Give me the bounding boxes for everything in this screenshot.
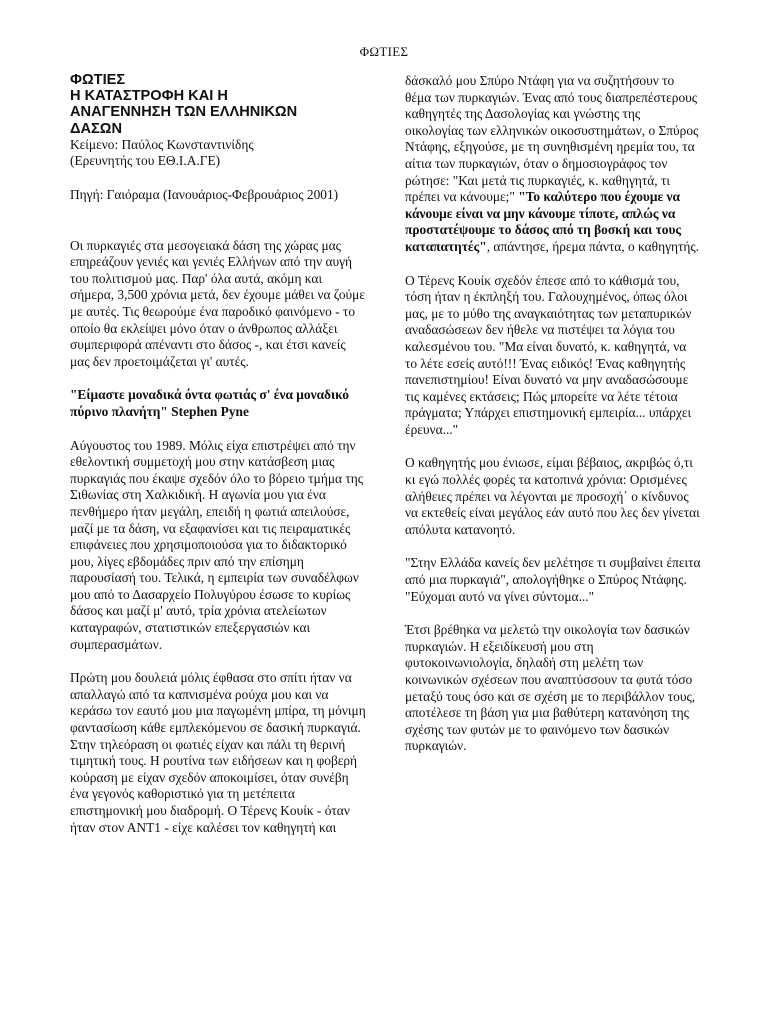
article-title — [70, 72, 366, 137]
source-line: Πηγή: Γαιόραμα (Ιανουάριος-Φεβρουάριος 2001) — [70, 187, 339, 202]
body-paragraph: Αύγουστος του 1989. Μόλις είχα επιστρέψει από την εθελοντική συμμετοχή μου στην κατάσβεση μιας πυρκαγιάς που έκαψε σχεδόν όλο το βόρειο τμήμα της Σιθωνίας στη Χαλκιδική. Η αγωνία μου για ένα πενθήμερο ήταν μεγάλη, επειδή η φωτιά απειλούσε, μαζί με τα δάση, να εξαφανίσει και τις πειραματικές επιφάνειες που χρησιμοποιούσα για το διδακτορικό μου, λίγες εβδομάδες πριν από την επίσημη παρουσίασή του. Τελικά, η εμπειρία των συναδέλφων μου από το Δασαρχείο Πολυγύρου έσωσε το κυρίως δάσος και μαζί μ' αυτό, τρία χρόνια ατελείωτων καταγραφών, στατιστικών επεξεργασιών και συμπερασμάτων. — [70, 437, 364, 652]
bold-answer: "Το καλύτερο που έχουμε να κάνουμε είναι να μην κάνουμε τίποτε, απλώς να προστατέψουμε το δάσος από τη βοσκή και τους καταπατητές" — [405, 189, 682, 254]
intro-paragraph: Οι πυρκαγιές στα μεσογειακά δάση της χώρας μας επηρεάζουν γενιές και γενιές Ελλήνων από την αυγή του πολιτισμού μας. Παρ' όλα αυτά, ακόμη και σήμερα, 3,500 χρόνια μετά, δεν έχουμε μάθει να ζούμε με αυτές. Τις θεωρούμε ένα παροδικό φαινόμενο - το οποίο θα εκλείψει μόνο όταν ο άνθρωπος αλλάξει συμπεριφορά απέναντι στο δάσος -, και έτσι κανείς μας δεν προετοιμάζεται γι' αυτές. — [70, 237, 365, 369]
author-affiliation: (Ερευνητής του ΕΘ.Ι.Α.ΓΕ) — [70, 153, 221, 169]
title-line: Η ΚΑΤΑΣΤΡΟΦΗ ΚΑΙ Η — [70, 88, 228, 105]
title-line: ΑΝΑΓΕΝΝΗΣΗ ΤΩΝ ΕΛΛΗΝΙΚΩΝ — [70, 104, 298, 121]
right-column — [405, 73, 701, 755]
body-paragraph: Ο Τέρενς Κουίκ σχεδόν έπεσε από το κάθισμά του, τόση ήταν η έκπληξή του. Γαλουχημένος, όπως όλοι μας, με το μύθο της αναγκαιότητας των μεταπυρικών αναδασώσεων δεν ήθελε να πιστέψει τα λόγια του καλεσμένου του. "Μα είναι δυνατό, κ. καθηγητά, να το λέτε εσείς αυτό!!! Ένας ειδικός! Ένας καθηγητής πανεπιστημίου! Είναι δυνατό να μην αναδασώσουμε τις καμένες εκτάσεις; Πώς μπορείτε να λέτε τέτοια πράγματα; Υπάρχει επιστημονική εμπειρία... υπάρχει έρευνα..." — [405, 272, 692, 437]
body-text: δάσκαλό μου Σπύρο Ντάφη για να συζητήσουν το θέμα των πυρκαγιών. Ένας από τους διαπρεπέστερους καθηγητές της Δασολογίας και γνώστης της οικολογίας των ελληνικών οικοσυστημάτων, ο Σπύρος Ντάφης, εξηγούσε, με τη συνηθισμένη ηρεμία του, τα αίτια των πυρκαγιών, όταν ο δημοσιογράφος τον ρώτησε: "Και μετά τις πυρκαγιές, κ. καθηγητά, τι πρέπει να κάνουμε;" — [405, 73, 699, 205]
epigraph-quote: "Είμαστε μοναδικά όντα φωτιάς σ' ένα μοναδικό πύρινο πλανήτη" Stephen Pyne — [70, 387, 349, 419]
running-header: ΦΩΤΙΕΣ — [359, 44, 409, 59]
body-text: , απάντησε, ήρεμα πάντα, ο καθηγητής. — [486, 238, 700, 254]
left-column — [70, 72, 366, 836]
body-paragraph: "Στην Ελλάδα κανείς δεν μελέτησε τι συμβαίνει έπειτα από μια πυρκαγιά", απολογήθηκε ο Σπύρος Ντάφης. "Εύχομαι αυτό να γίνει σύντομα..." — [405, 555, 701, 604]
author-line: Κείμενο: Παύλος Κωνσταντινίδης — [70, 136, 254, 152]
title-line: ΦΩΤΙΕΣ — [70, 72, 126, 88]
title-line: ΔΑΣΩΝ — [70, 120, 123, 137]
body-paragraph: Ο καθηγητής μου ένιωσε, είμαι βέβαιος, ακριβώς ό,τι κι εγώ πολλές φορές τα κατοπινά χρόνια: Ορισμένες αλήθειες πρέπει να λέγονται με προσοχή΄ ο κίνδυνος να εκτεθείς είναι μεγάλος εάν αυτό που λες δεν γίνεται απόλυτα κατανοητό. — [405, 455, 700, 537]
body-paragraph — [405, 73, 701, 256]
body-paragraph: Έτσι βρέθηκα να μελετώ την οικολογία των δασικών πυρκαγιών. Η εξειδίκευσή μου στη φυτοκοινωνιολογία, δηλαδή στη μελέτη των κοινωνικών σχέσεων που αναπτύσσουν τα φυτά τόσο μεταξύ τους όσο και σε σχέση με το περιβάλλον τους, αποτέλεσε τη βάση για μια βαθύτερη κατανόηση της σχέσης των φυτών με το φαινόμενο των δασικών πυρκαγιών. — [405, 622, 696, 754]
body-paragraph: Πρώτη μου δουλειά μόλις έφθασα στο σπίτι ήταν να απαλλαγώ από τα καπνισμένα ρούχα μου και να κεράσω τον εαυτό μου μια παγωμένη μπίρα, τη μόνιμη φαντασίωση κάθε εμπλεκόμενου σε δασική πυρκαγιά. Στην τηλεόραση οι φωτιές είχαν και πάλι τη θερινή τιμητική τους. Η ρουτίνα των ειδήσεων και η φοβερή κούραση με είχαν σχεδόν αποκοιμίσει, όταν συνέβη ένα γεγονός καθοριστικό για τη μετέπειτα επιστημονική μου διαδρομή. Ο Τέρενς Κουίκ - όταν ήταν στον ΑΝΤ1 - είχε καλέσει τον καθηγητή και — [70, 670, 366, 835]
